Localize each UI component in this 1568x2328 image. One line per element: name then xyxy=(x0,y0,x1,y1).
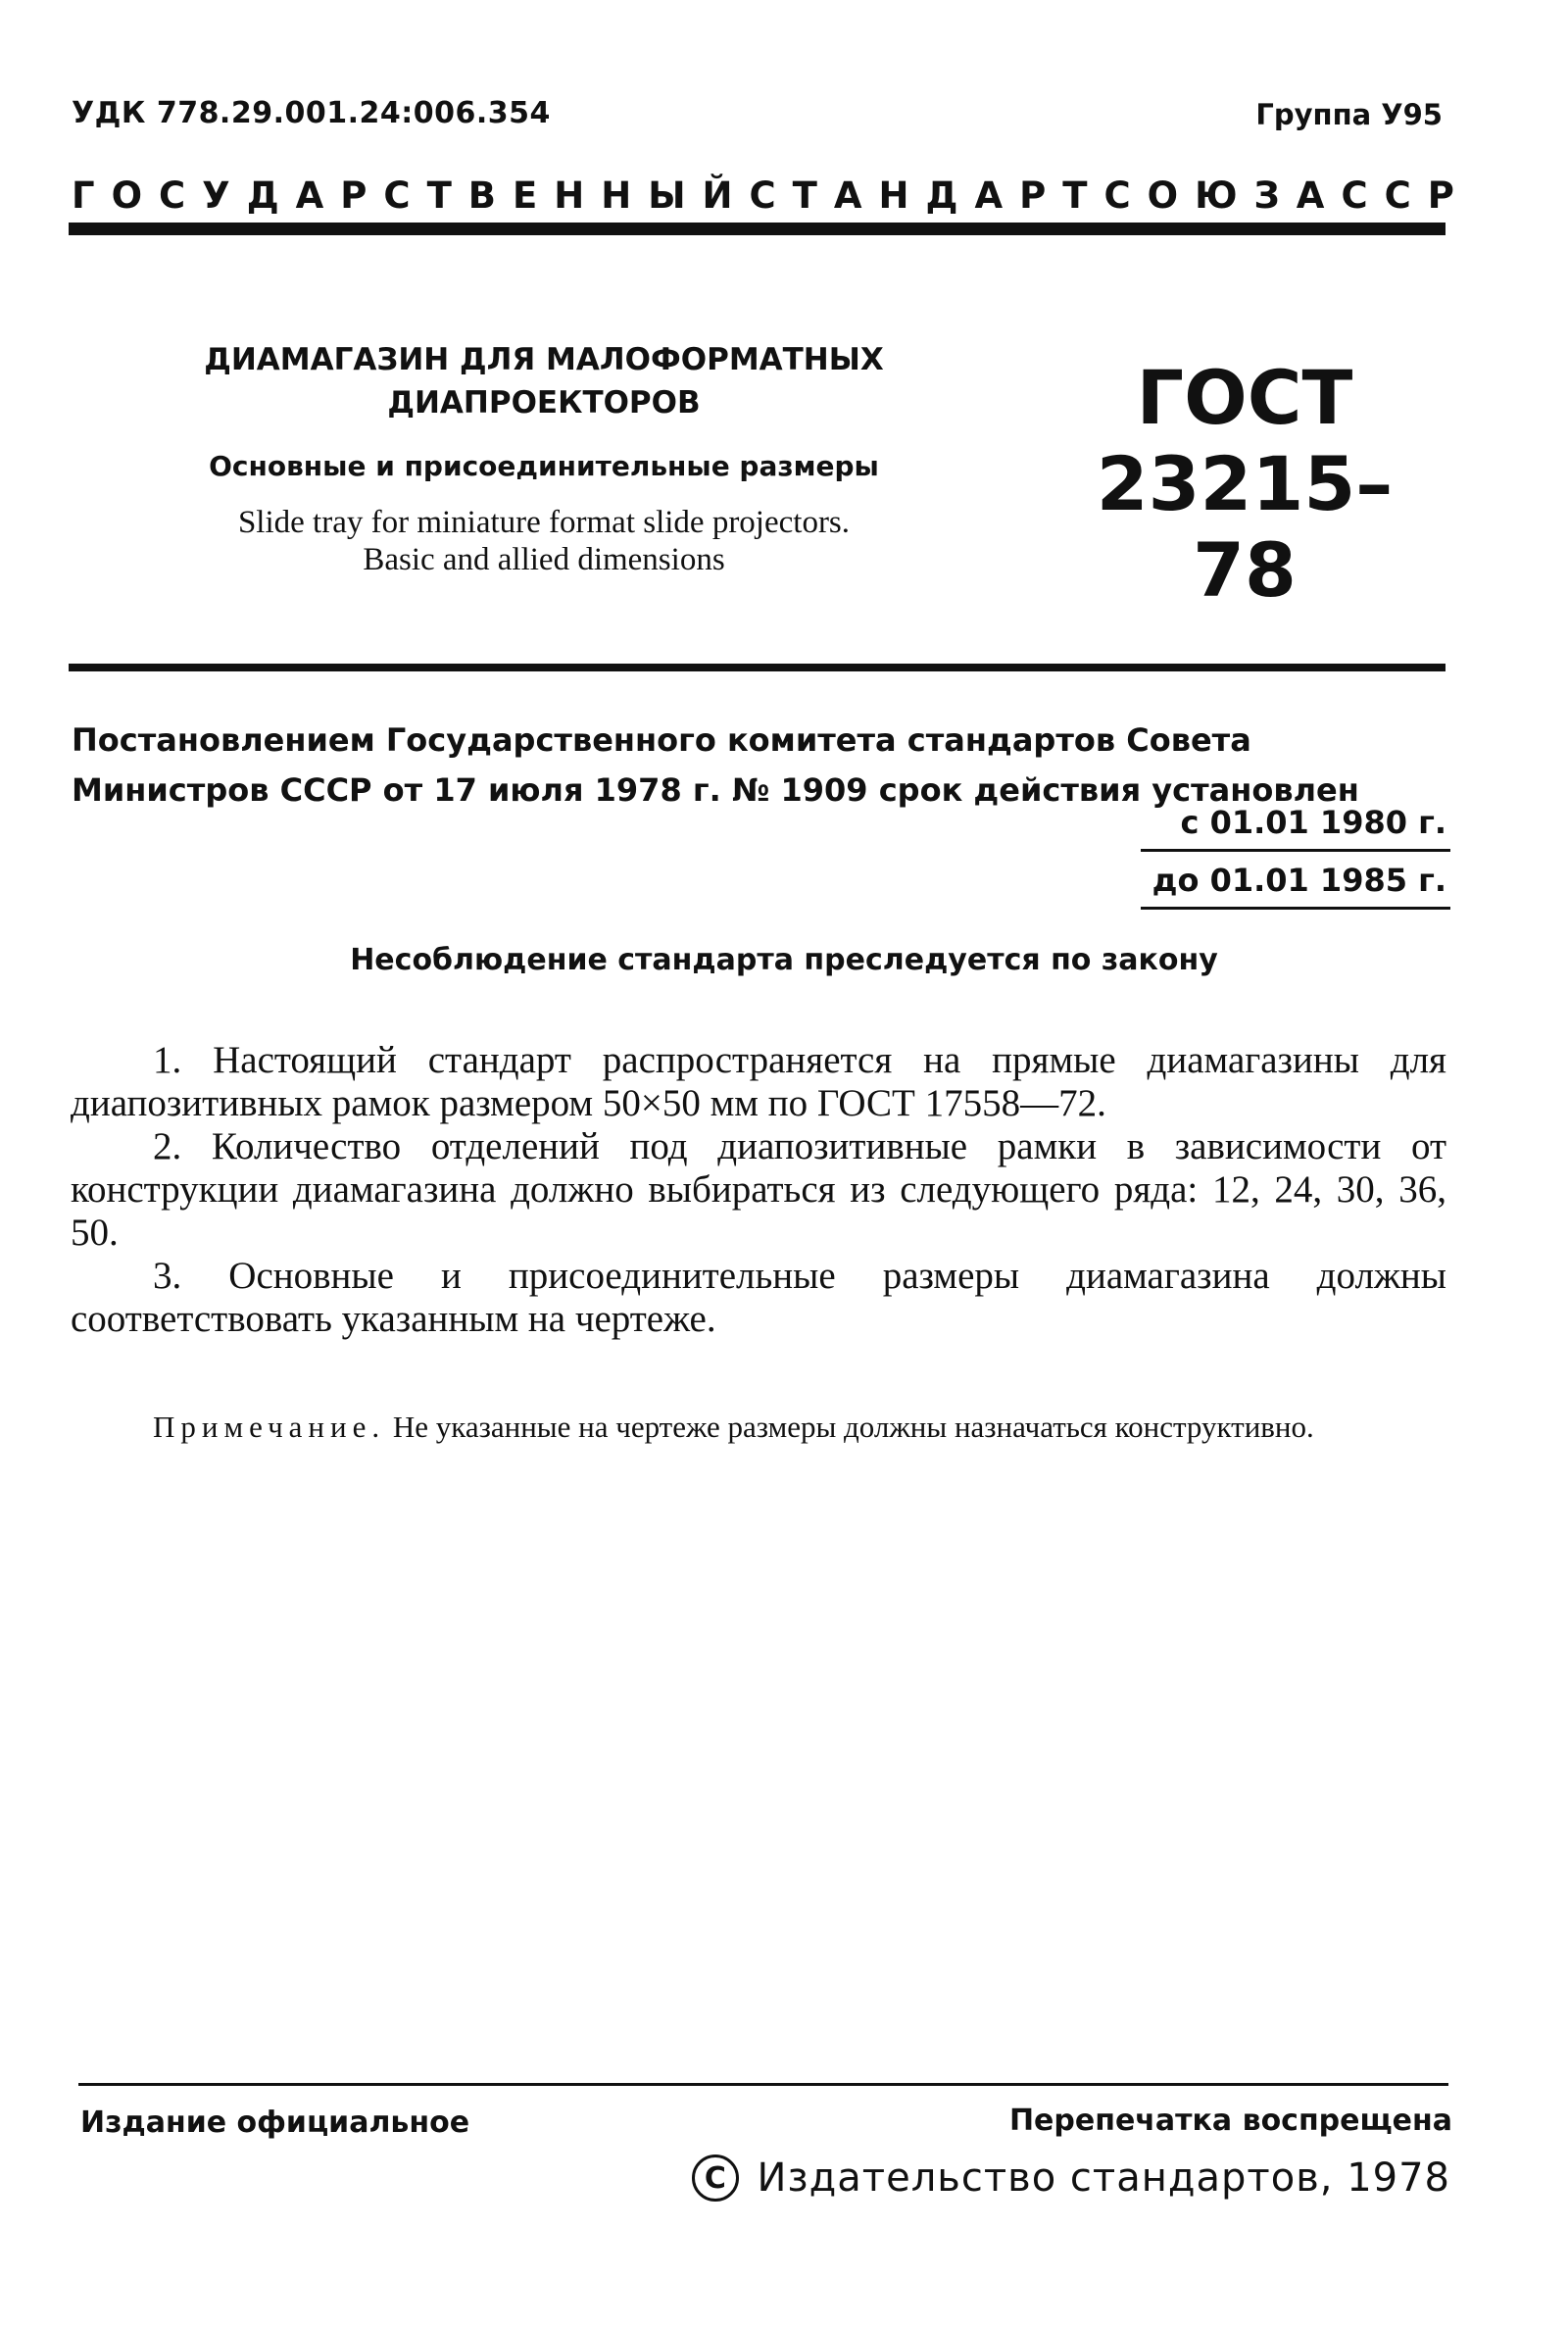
law-notice: Несоблюдение стандарта преследуется по закону xyxy=(350,943,1218,977)
title-line-1: ДИАМАГАЗИН ДЛЯ МАЛОФОРМАТНЫХ xyxy=(204,342,884,377)
clause-1: 1. Настоящий стандарт распространяется на прямые диамагазины для диапозитивных рамок размером 50×50 мм по ГОСТ 17558—72. xyxy=(71,1039,1446,1124)
validity-dates xyxy=(1141,802,1450,910)
document-subtitle: Основные и присоединительные размеры xyxy=(209,450,879,482)
gost-number: 23215–78 xyxy=(1096,440,1394,614)
header-rule xyxy=(69,223,1446,235)
note-label: Примечание. xyxy=(153,1410,386,1444)
date-to: до 01.01 1985 г. xyxy=(1141,849,1450,910)
gost-designation xyxy=(1068,355,1421,614)
publisher: Издательство стандартов, 1978 xyxy=(757,2155,1450,2201)
heading-word-1: ГОСУДАРСТВЕННЫЙ xyxy=(72,174,750,217)
udk-code: УДК 778.29.001.24:006.354 xyxy=(72,96,551,130)
note xyxy=(153,1410,1446,1445)
title-line-2: ДИАПРОЕКТОРОВ xyxy=(387,385,701,421)
edition-label: Издание официальное xyxy=(80,2105,470,2140)
copyright-icon: C xyxy=(692,2155,739,2202)
clauses xyxy=(71,1039,1446,1341)
heading-word-2: СТАНДАРТ xyxy=(749,174,1104,217)
date-from: с 01.01 1980 г. xyxy=(1180,804,1446,841)
footer-rule xyxy=(78,2083,1448,2086)
gost-label: ГОСТ xyxy=(1136,354,1353,441)
state-standard-heading xyxy=(72,174,1471,217)
document-title xyxy=(157,338,931,424)
resolution-text: Постановлением Государственного комитета стандартов Совета Министров СССР от 17 июля 1978 г. № 1909 срок действия установлен xyxy=(72,721,1359,809)
note-text: Не указанные на чертеже размеры должны назначаться конструктивно. xyxy=(392,1410,1314,1444)
clause-3: 3. Основные и присоединительные размеры диамагазина должны соответствовать указанным на чертеже. xyxy=(71,1255,1446,1340)
heading-word-3: СОЮЗА xyxy=(1103,174,1342,217)
reprint-notice: Перепечатка воспрещена xyxy=(1008,2104,1452,2138)
english-title xyxy=(157,504,931,578)
group-code: Группа У95 xyxy=(1255,98,1443,131)
clause-2: 2. Количество отделений под диапозитивные рамки в зависимости от конструкции диамагазина должно выбираться из следующего ряда: 12, 24, 30, 36, 50. xyxy=(71,1125,1446,1254)
english-title-line-1: Slide tray for miniature format slide projectors. xyxy=(237,505,851,540)
title-block xyxy=(157,338,931,578)
heading-word-4: ССР xyxy=(1341,174,1471,217)
copyright-line xyxy=(692,2155,1450,2202)
section-rule xyxy=(69,664,1446,671)
english-title-line-2: Basic and allied dimensions xyxy=(363,542,725,577)
